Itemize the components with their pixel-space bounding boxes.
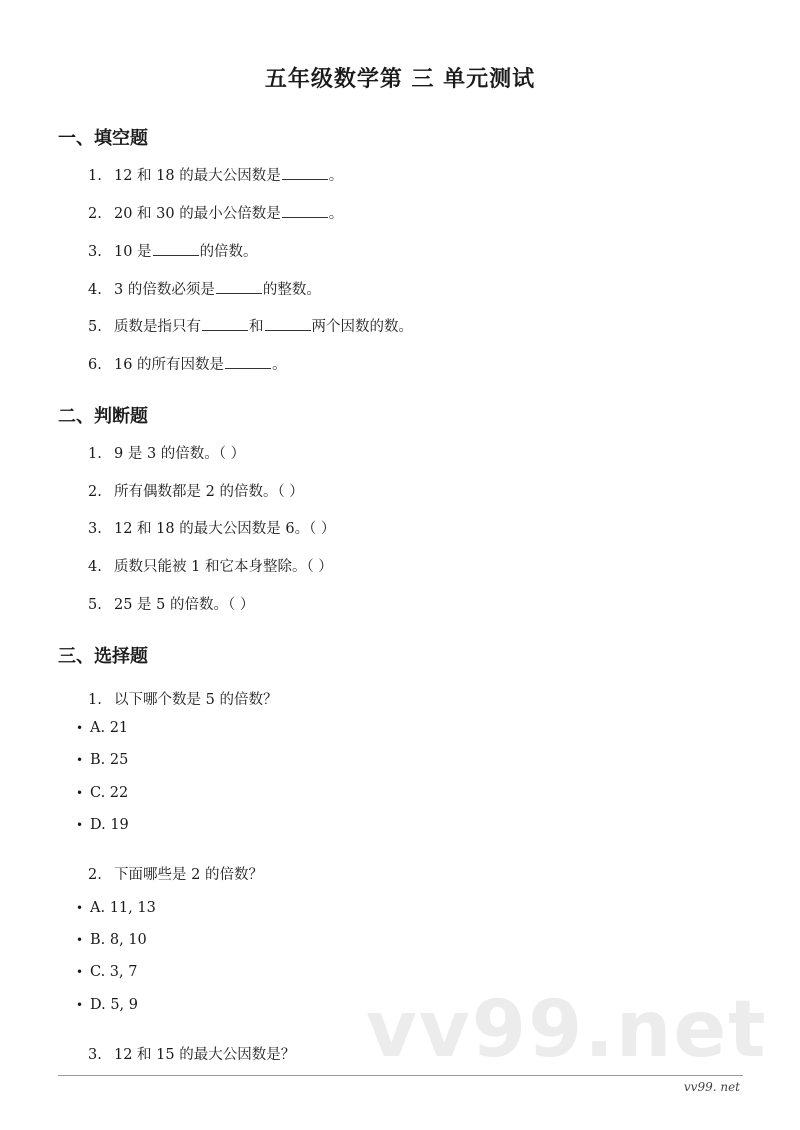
choice-option [76, 817, 129, 833]
item-number: 5. [88, 597, 102, 613]
footer-site-label: vv99. net [683, 1080, 740, 1094]
footer-divider [58, 1075, 743, 1076]
option-text: B. 8, 10 [90, 932, 147, 948]
section-heading-judge: 二、判断题 [58, 406, 148, 427]
item-text: 。 [328, 168, 344, 184]
bullet-icon: • [76, 721, 84, 735]
item-text: 3 的倍数必须是 [114, 282, 215, 298]
item-number: 1. [88, 168, 102, 184]
bullet-icon: • [76, 998, 84, 1012]
question-text: 12 和 15 的最大公因数是？ [114, 1047, 296, 1063]
choice-option [76, 964, 137, 980]
item-number: 4. [88, 282, 102, 298]
item-text: 和 [249, 319, 264, 335]
judge-item [88, 480, 304, 501]
bullet-icon: • [76, 933, 84, 947]
option-text: D. 19 [90, 817, 129, 833]
item-text: 质数只能被 1 和它本身整除。（ ） [114, 559, 333, 575]
bullet-icon: • [76, 753, 84, 767]
item-number: 3. [88, 1047, 102, 1063]
option-text: B. 25 [90, 752, 129, 768]
watermark: vv99.net [366, 985, 768, 1075]
item-number: 1. [88, 446, 102, 462]
item-number: 2. [88, 484, 102, 500]
item-number: 3. [88, 244, 102, 260]
item-number: 2. [88, 206, 102, 222]
item-number: 5. [88, 319, 102, 335]
choice-option [76, 785, 128, 801]
answer-blank [202, 318, 248, 331]
fill-item [88, 353, 287, 374]
option-text: A. 21 [90, 720, 129, 736]
choice-option [76, 997, 138, 1013]
section-heading-choice: 三、选择题 [58, 646, 148, 667]
item-text: 的倍数。 [199, 244, 258, 260]
item-text: 所有偶数都是 2 的倍数。（ ） [114, 484, 304, 500]
answer-blank [225, 356, 271, 369]
item-text: 。 [328, 206, 344, 222]
question-text: 以下哪个数是 5 的倍数？ [114, 692, 278, 708]
item-text: 12 和 18 的最大公因数是 [114, 168, 281, 184]
item-number: 3. [88, 521, 102, 537]
item-number: 1. [88, 692, 102, 708]
option-text: C. 3, 7 [90, 964, 138, 980]
choice-question [88, 863, 263, 884]
judge-item [88, 517, 335, 538]
fill-item [88, 164, 343, 185]
judge-item [88, 555, 333, 576]
item-number: 6. [88, 357, 102, 373]
item-text: 两个因数的数。 [311, 319, 413, 335]
fill-item [88, 315, 413, 336]
choice-option [76, 932, 147, 948]
choice-question [88, 688, 277, 709]
answer-blank [282, 205, 328, 218]
item-number: 4. [88, 559, 102, 575]
item-text: 12 和 18 的最大公因数是 6。（ ） [114, 521, 336, 537]
answer-blank [153, 243, 199, 256]
section-heading-fill: 一、填空题 [58, 128, 148, 149]
question-text: 下面哪些是 2 的倍数？ [114, 867, 263, 883]
bullet-icon: • [76, 818, 84, 832]
fill-item [88, 278, 321, 299]
fill-item [88, 240, 258, 261]
bullet-icon: • [76, 901, 84, 915]
item-text: 。 [272, 357, 287, 373]
item-text: 16 的所有因数是 [114, 357, 225, 373]
answer-blank [265, 318, 311, 331]
judge-item [88, 593, 254, 614]
page-title: 五年级数学第 三 单元测试 [264, 67, 536, 92]
option-text: C. 22 [90, 785, 129, 801]
item-text: 的整数。 [262, 282, 321, 298]
fill-item [88, 202, 343, 223]
item-text: 质数是指只有 [114, 319, 201, 335]
item-text: 25 是 5 的倍数。（ ） [114, 597, 255, 613]
item-text: 10 是 [114, 244, 152, 260]
option-text: A. 11, 13 [90, 900, 156, 916]
choice-option [76, 900, 156, 916]
answer-blank [282, 167, 328, 180]
item-text: 20 和 30 的最小公倍数是 [114, 206, 281, 222]
option-text: D. 5, 9 [90, 997, 138, 1013]
choice-option [76, 720, 128, 736]
judge-item [88, 442, 245, 463]
choice-option [76, 752, 128, 768]
item-text: 9 是 3 的倍数。（ ） [114, 446, 246, 462]
bullet-icon: • [76, 786, 84, 800]
answer-blank [216, 281, 262, 294]
item-number: 2. [88, 867, 102, 883]
choice-question [88, 1043, 295, 1064]
bullet-icon: • [76, 965, 84, 979]
